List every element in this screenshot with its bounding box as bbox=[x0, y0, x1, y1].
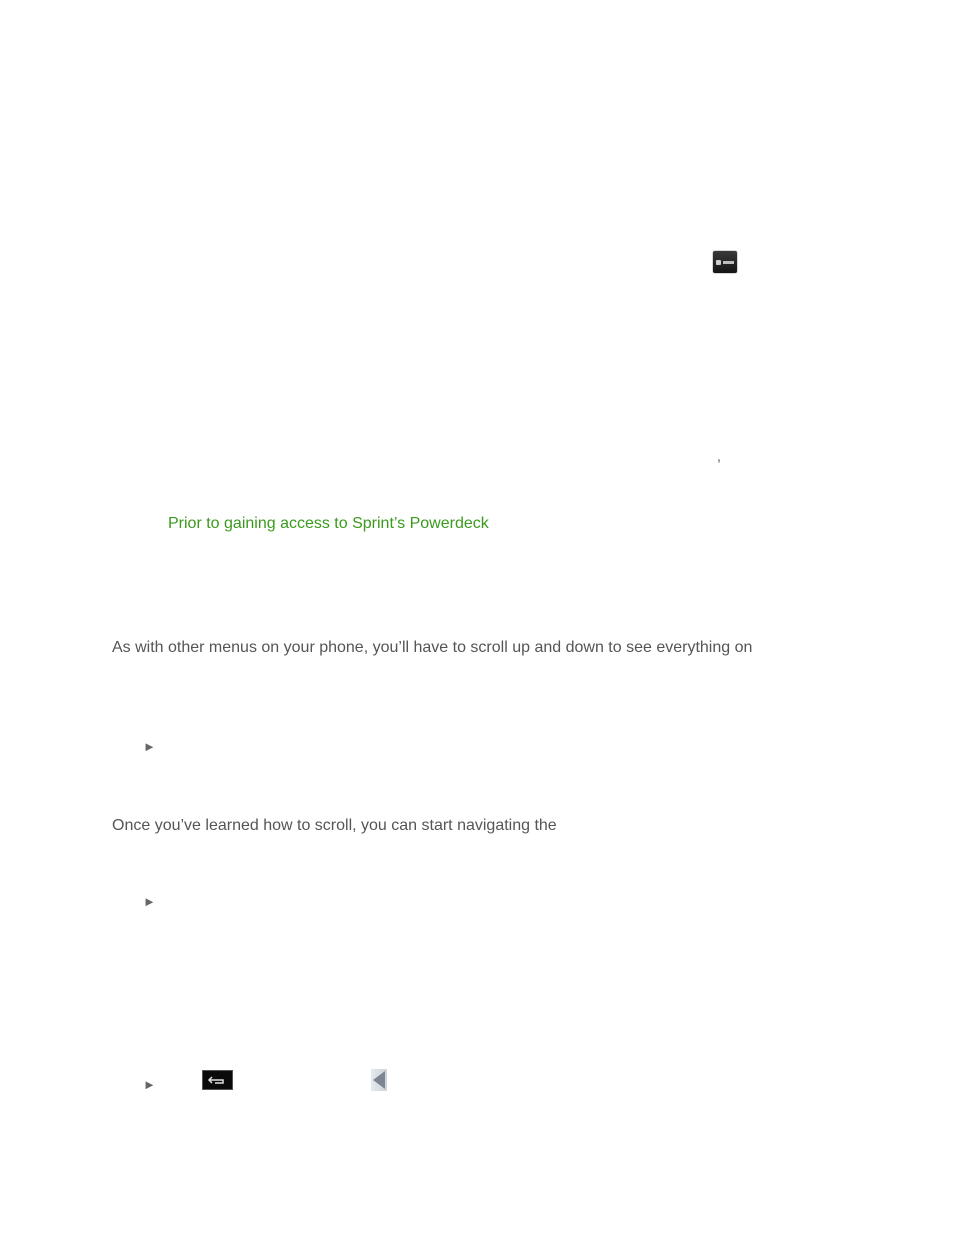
back-key-icon bbox=[202, 1070, 233, 1090]
bullet-marker-3: ► bbox=[143, 1077, 156, 1092]
navigate-paragraph: Once you’ve learned how to scroll, you can start navigating the bbox=[112, 817, 557, 834]
scroll-paragraph: As with other menus on your phone, you’ll have to scroll up and down to see everything on bbox=[112, 639, 753, 656]
device-key-icon bbox=[713, 251, 737, 273]
powerdeck-note: Prior to gaining access to Sprint’s Powerdeck bbox=[168, 515, 489, 532]
comma-mark: , bbox=[717, 448, 721, 464]
bullet-marker-1: ► bbox=[143, 739, 156, 754]
left-arrow-icon bbox=[371, 1069, 387, 1091]
bullet-marker-2: ► bbox=[143, 894, 156, 909]
